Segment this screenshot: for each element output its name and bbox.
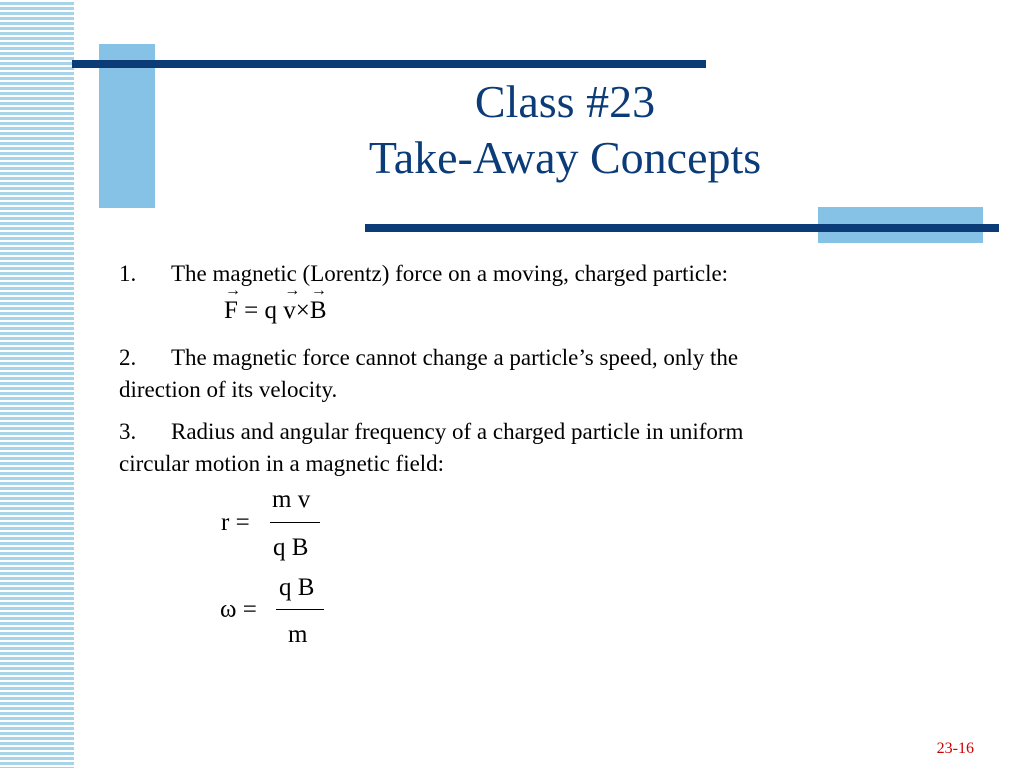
title-line-2: Take-Away Concepts <box>368 132 762 183</box>
decorative-block-top <box>99 44 155 208</box>
omega-lhs: ω = <box>220 596 257 623</box>
cross-product-sign: × <box>295 297 310 324</box>
list-text: Radius and angular frequency of a charged particle in uniform <box>171 419 744 444</box>
title-line-1: Class #23 <box>474 76 656 127</box>
omega-fraction-bar <box>276 609 324 610</box>
charge-symbol: q <box>264 297 278 324</box>
radius-denominator: q B <box>273 534 309 561</box>
velocity-symbol: v <box>283 297 296 324</box>
list-item-3 <box>119 416 899 480</box>
radius-numerator: m v <box>272 486 311 513</box>
omega-denominator: m <box>288 621 308 648</box>
decorative-bar-top <box>72 60 706 68</box>
slide-number: 23-16 <box>936 740 974 757</box>
field-vector <box>309 282 327 327</box>
force-vector <box>224 282 241 327</box>
force-symbol: F <box>224 297 238 324</box>
field-symbol: B <box>309 297 327 324</box>
list-text-continued: direction of its velocity. <box>119 377 338 402</box>
list-number: 3. <box>119 419 137 444</box>
decorative-bar-bottom <box>365 224 999 232</box>
list-text: The magnetic (Lorentz) force on a moving, charged particle: <box>171 261 729 286</box>
omega-numerator: q B <box>279 574 315 601</box>
radius-lhs: r = <box>221 509 250 536</box>
list-text: The magnetic force cannot change a particle’s speed, only the <box>171 345 739 370</box>
list-text-continued: circular motion in a magnetic field: <box>119 451 445 476</box>
list-item-2 <box>119 342 899 406</box>
decorative-stripes <box>0 0 74 768</box>
equals-sign: = <box>244 297 259 324</box>
vector-arrow-icon: → <box>225 282 241 299</box>
radius-fraction-bar <box>270 522 320 523</box>
list-number: 2. <box>119 345 137 370</box>
velocity-vector <box>283 282 301 327</box>
vector-arrow-icon: → <box>310 282 327 299</box>
lorentz-force-equation <box>224 282 327 327</box>
slide-title <box>300 74 830 186</box>
list-number: 1. <box>119 261 137 286</box>
vector-arrow-icon: → <box>284 282 301 299</box>
